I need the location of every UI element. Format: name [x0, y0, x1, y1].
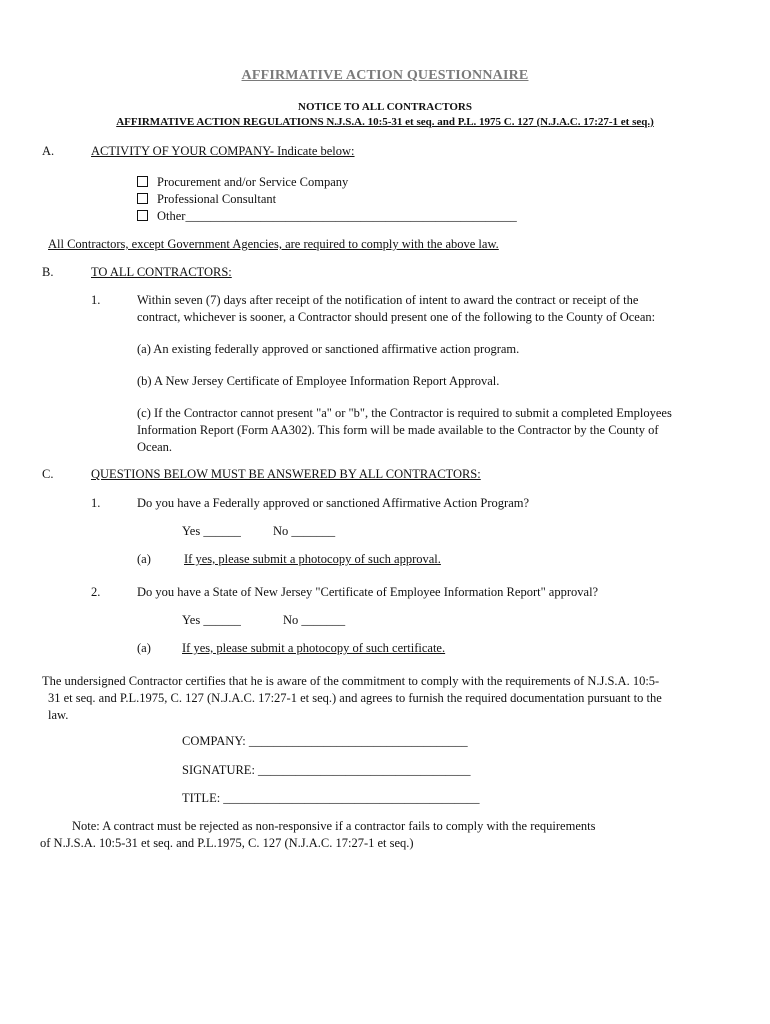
option-c-text: Ocean. — [137, 440, 173, 454]
option-a-text: (a) An existing federally approved or sanctioned affirmative action program. — [137, 342, 520, 356]
question-1-yes-field[interactable]: Yes ______ — [182, 524, 241, 538]
question-2-text: Do you have a State of New Jersey "Certificate of Employee Information Report" approval? — [137, 585, 599, 599]
regulations-heading: AFFIRMATIVE ACTION REGULATIONS N.J.S.A. 10:5-31 et seq. and P.L. 1975 C. 127 (N.J.A.C. 17:27-1 et seq.) — [116, 116, 654, 128]
question-1-text: Do you have a Federally approved or sanctioned Affirmative Action Program? — [137, 496, 530, 510]
question-2-number: 2. — [91, 585, 101, 599]
checkbox-icon[interactable] — [137, 210, 148, 221]
certification-text: law. — [48, 708, 69, 722]
question-1-sub-label: (a) — [137, 552, 151, 566]
section-c-letter: C. — [42, 467, 54, 481]
title-field[interactable]: TITLE: _________________________________________ — [182, 791, 480, 805]
section-a-letter: A. — [42, 144, 55, 158]
section-b-heading: TO ALL CONTRACTORS: — [91, 265, 232, 279]
checkbox-icon[interactable] — [137, 176, 148, 187]
compliance-statement: All Contractors, except Government Agencies, are required to comply with the above law. — [48, 237, 499, 251]
option-b-text: (b) A New Jersey Certificate of Employee Information Report Approval. — [137, 374, 500, 388]
question-1-sub-text: If yes, please submit a photocopy of such approval. — [184, 552, 441, 566]
question-2-no-field[interactable]: No _______ — [283, 613, 346, 627]
section-a-heading: ACTIVITY OF YOUR COMPANY- Indicate below: — [91, 144, 355, 158]
certification-text: 31 et seq. and P.L.1975, C. 127 (N.J.A.C. 17:27-1 et seq.) and agrees to furnish the required documentation pursuant to the — [48, 691, 662, 705]
checkbox-icon[interactable] — [137, 193, 148, 204]
question-1-number: 1. — [91, 496, 101, 510]
option-c-text: Information Report (Form AA302). This form will be made available to the Contractor by the County of — [137, 423, 659, 437]
company-field[interactable]: COMPANY: ___________________________________ — [182, 734, 468, 748]
option-c-text: (c) If the Contractor cannot present "a" or "b", the Contractor is required to submit a completed Employees — [137, 406, 672, 420]
option-other[interactable]: Other_____________________________________________________ — [137, 209, 517, 224]
option-procurement[interactable]: Procurement and/or Service Company — [137, 175, 348, 190]
page-title: AFFIRMATIVE ACTION QUESTIONNAIRE — [241, 68, 529, 83]
question-2-sub-label: (a) — [137, 641, 151, 655]
section-b-item-number: 1. — [91, 293, 101, 307]
section-b-letter: B. — [42, 265, 54, 279]
question-1-no-field[interactable]: No _______ — [273, 524, 336, 538]
question-2-sub-text: If yes, please submit a photocopy of such certificate. — [182, 641, 446, 655]
section-b-item-line: contract, whichever is sooner, a Contractor should present one of the following to the County of Ocean: — [137, 310, 656, 324]
option-professional-consultant[interactable]: Professional Consultant — [137, 192, 276, 207]
certification-text: The undersigned Contractor certifies that he is aware of the commitment to comply with the requirements of N.J.S.A. 10:5- — [42, 674, 660, 688]
section-c-heading: QUESTIONS BELOW MUST BE ANSWERED BY ALL CONTRACTORS: — [91, 467, 481, 481]
signature-field[interactable]: SIGNATURE: __________________________________ — [182, 763, 471, 777]
question-2-yes-field[interactable]: Yes ______ — [182, 613, 241, 627]
section-b-item-line: Within seven (7) days after receipt of the notification of intent to award the contract or receipt of the — [137, 293, 639, 307]
note-text: Note: A contract must be rejected as non-responsive if a contractor fails to comply with the requirements — [72, 819, 596, 833]
note-text: of N.J.S.A. 10:5-31 et seq. and P.L.1975, C. 127 (N.J.A.C. 17:27-1 et seq.) — [40, 836, 414, 850]
notice-heading: NOTICE TO ALL CONTRACTORS — [298, 101, 472, 113]
